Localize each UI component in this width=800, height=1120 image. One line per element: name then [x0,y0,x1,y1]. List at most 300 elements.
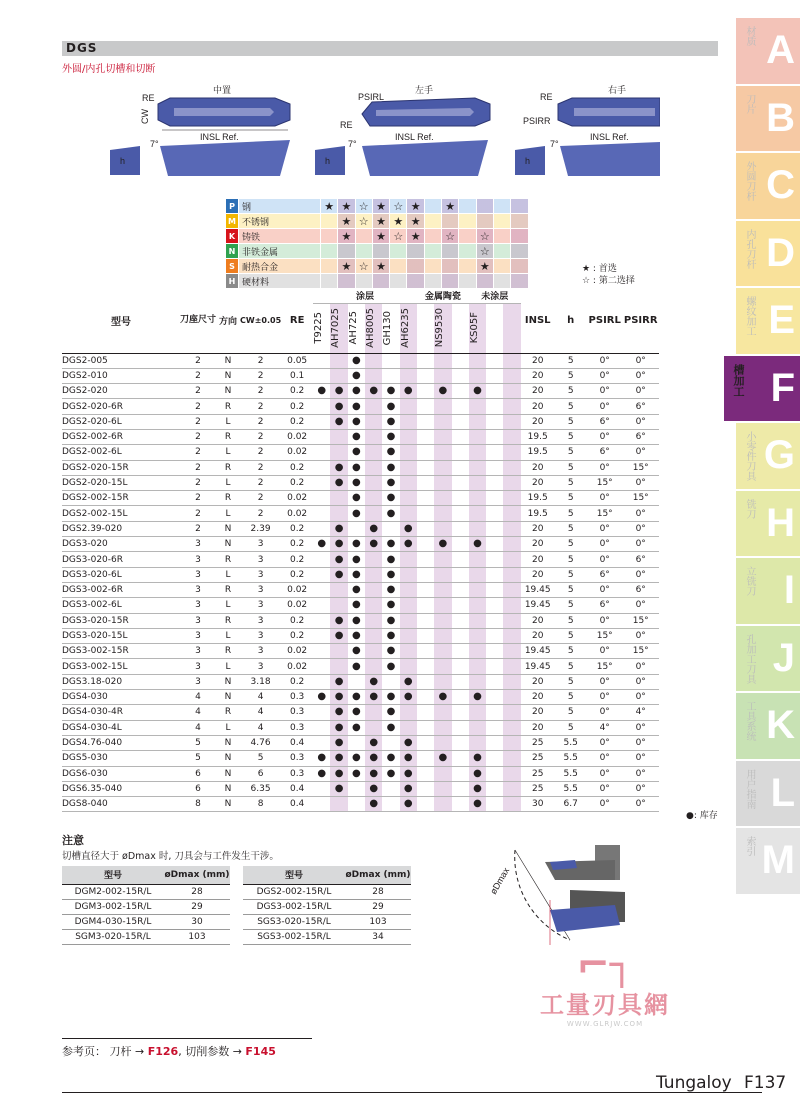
cell-stock [400,429,417,444]
cell-stock [382,720,399,735]
cell-stock [313,797,330,812]
header-insl: INSL [521,289,555,353]
material-grade-mark [338,274,355,289]
reference-prefix: 参考页： [62,1045,106,1058]
cell-stock [486,628,503,643]
dmax-model: SGS3-002-15R/L [243,929,345,944]
cell-h: 5 [555,506,587,521]
cell-h: 5 [555,705,587,720]
cell-stock [503,491,520,506]
cell-stock [469,552,486,567]
cell-re: 0.2 [281,552,313,567]
label-re-left: RE [340,120,353,130]
cell-stock [434,674,451,689]
material-grade-mark [390,274,407,289]
cell-cw: 2 [240,414,281,429]
table-row [62,598,659,613]
cell-model: DGS4-030-4R [62,705,180,720]
cell-psirl: 0° [587,399,623,414]
tab-j[interactable] [736,626,800,692]
cell-model: DGS2-020-15L [62,475,180,490]
cell-stock [365,751,382,766]
cell-psirl: 0° [587,491,623,506]
stock-dot-icon: ● [334,767,344,779]
cell-stock [503,628,520,643]
grade-header [469,303,486,353]
cell-re: 0.02 [281,429,313,444]
cell-stock [348,797,365,812]
material-grade-mark: ★ [407,199,424,214]
cell-stock [486,475,503,490]
table-row [62,567,659,582]
cell-psirl: 4° [587,720,623,735]
cell-stock [348,384,365,399]
header-re: RE [281,289,313,353]
cell-re: 0.05 [281,353,313,368]
cell-stock [313,521,330,536]
reference-holder-page-link[interactable]: F126 [147,1045,179,1058]
cell-re: 0.2 [281,537,313,552]
cell-stock [400,705,417,720]
cell-stock [417,690,434,705]
cell-psirr: 0° [623,659,659,674]
cell-cw: 3 [240,644,281,659]
cell-insl: 20 [521,353,555,368]
dmax-label: øDmax [488,865,512,896]
material-grade-mark [407,274,424,289]
material-grade-mark [511,259,528,274]
cell-model: DGS2-020-15R [62,460,180,475]
cell-size: 3 [180,644,216,659]
cell-stock [313,552,330,567]
dmax-value: 30 [164,914,230,929]
cell-stock [313,720,330,735]
cell-cw: 2 [240,399,281,414]
cell-stock [400,720,417,735]
cell-stock [469,567,486,582]
label-psirl: PSIRL [358,92,385,102]
cell-stock [469,797,486,812]
cell-cw: 2 [240,506,281,521]
tab-c[interactable] [736,153,800,219]
cell-model: DGS2-020-6R [62,399,180,414]
stock-dot-icon: ● [386,706,396,718]
cell-model: DGS3-002-15R [62,644,180,659]
tab-b[interactable] [736,86,800,152]
cell-re: 0.3 [281,766,313,781]
cell-cw: 5 [240,751,281,766]
cell-cw: 2 [240,368,281,383]
stock-dot-icon: ● [386,507,396,519]
cell-stock [400,613,417,628]
cell-stock [486,567,503,582]
cell-insl: 20 [521,475,555,490]
tab-k[interactable] [736,693,800,759]
cell-model: DGS3-002-6R [62,582,180,597]
material-grade-mark [442,259,459,274]
cell-stock [313,613,330,628]
tab-e[interactable] [736,288,800,354]
cell-stock [452,567,469,582]
tab-g[interactable] [736,423,800,489]
cell-stock [365,582,382,597]
tab-text: 刀片 [744,93,755,114]
tab-text: 槽加工 [732,363,745,397]
tab-letter: G [763,433,795,477]
material-grade-mark [407,244,424,259]
cell-stock [434,368,451,383]
brand-name: Tungaloy [656,1073,732,1093]
cell-h: 5 [555,353,587,368]
table-row [62,353,659,368]
cell-re: 0.02 [281,598,313,613]
stock-dot-icon: ● [403,675,413,687]
material-grade-mark [355,244,372,259]
tab-i[interactable] [736,558,800,624]
cell-model: DGS6.35-040 [62,781,180,796]
cell-stock [452,429,469,444]
cell-stock [486,659,503,674]
stock-dot-icon: ● [334,737,344,749]
cell-psirr: 0° [623,781,659,796]
cell-stock [503,567,520,582]
cell-stock [365,491,382,506]
cell-stock [503,781,520,796]
cell-h: 5 [555,582,587,597]
cell-insl: 19.5 [521,429,555,444]
cell-stock [503,399,520,414]
cell-stock [452,537,469,552]
material-grade-mark [493,214,510,229]
cell-stock [365,506,382,521]
label-re-right: RE [540,92,553,102]
material-grade-mark [372,244,389,259]
grade-name: T9225 [313,312,325,344]
cell-stock [417,720,434,735]
cell-h: 5 [555,537,587,552]
cell-re: 0.02 [281,445,313,460]
cell-stock [417,644,434,659]
cell-cw: 4 [240,720,281,735]
tab-letter: H [766,500,795,545]
cell-cw: 3 [240,613,281,628]
cell-stock [400,552,417,567]
tab-m[interactable] [736,828,800,894]
cell-stock [330,368,347,383]
stock-dot-icon: ● [369,675,379,687]
cell-stock [469,766,486,781]
reference-params: 切削参数 → [185,1045,242,1058]
tab-d[interactable] [736,221,800,287]
tab-h[interactable] [736,491,800,557]
cell-stock [313,445,330,460]
header-size-text: 刀座尺寸 [180,315,217,326]
cell-stock [417,781,434,796]
cell-cw: 3 [240,537,281,552]
page-subtitle: 外圆/内孔切槽和切断 [62,64,156,75]
cell-stock [382,399,399,414]
product-table [62,289,659,812]
material-grade-mark [424,274,441,289]
stock-dot-icon: ● [352,446,361,458]
cell-stock [503,613,520,628]
cell-stock [330,353,347,368]
stock-dot-icon: ● [352,354,361,366]
stock-dot-icon: ● [386,721,396,733]
cell-stock [400,781,417,796]
cell-stock [365,537,382,552]
cell-stock [503,644,520,659]
material-grade-mark: ★ [407,229,424,244]
cell-stock [434,720,451,735]
cell-stock [348,720,365,735]
dmax-left-dmax-header: øDmax (mm) [164,866,230,884]
cell-insl: 20 [521,613,555,628]
cell-stock [330,475,347,490]
stock-dot-icon: ● [334,553,344,565]
cell-stock [365,690,382,705]
cell-psirl: 0° [587,521,623,536]
material-grade-mark [511,214,528,229]
stock-dot-icon: ● [386,767,396,779]
cell-stock [417,429,434,444]
table-row [62,445,659,460]
stock-dot-icon: ● [438,691,448,703]
cell-h: 5 [555,445,587,460]
material-grade-mark [493,199,510,214]
material-grade-mark: ★ [476,259,493,274]
cell-stock [400,414,417,429]
note-text: 切槽直径大于 øDmax 时, 刀具会与工件发生干涉。 [62,851,279,862]
stock-dot-icon: ● [334,400,344,412]
stock-dot-icon: ● [352,568,361,580]
cell-h: 6.7 [555,797,587,812]
cell-stock [382,735,399,750]
cell-size: 3 [180,567,216,582]
grade-header [434,303,451,353]
stock-dot-icon: ● [386,538,396,550]
cell-insl: 30 [521,797,555,812]
material-grade-mark: ☆ [355,199,372,214]
cell-stock [400,567,417,582]
cell-stock [365,429,382,444]
cell-size: 5 [180,751,216,766]
reference-params-page-link[interactable]: F145 [245,1045,276,1058]
material-code: P [226,199,239,214]
cell-psirl: 0° [587,766,623,781]
cell-stock [348,735,365,750]
cell-size: 6 [180,781,216,796]
cell-re: 0.3 [281,751,313,766]
watermark-url: WWW.GLRJW.COM [566,1020,644,1028]
cell-re: 0.2 [281,628,313,643]
cell-stock [348,399,365,414]
cell-h: 5 [555,613,587,628]
cell-stock [330,674,347,689]
cell-cw: 2 [240,353,281,368]
cell-stock [469,720,486,735]
cell-stock [313,491,330,506]
cell-stock [382,766,399,781]
cell-stock [486,797,503,812]
cell-stock [348,506,365,521]
cell-re: 0.2 [281,460,313,475]
stock-dot-icon: ● [403,522,413,534]
stock-dot-icon: ● [352,461,361,473]
cell-stock [348,368,365,383]
cell-stock [365,445,382,460]
cell-psirr: 6° [623,552,659,567]
grade-name: AH7025 [330,308,342,348]
table-row [62,628,659,643]
label-insl-right: INSL Ref. [590,132,629,142]
material-code: H [226,274,239,289]
cell-psirr: 0° [623,475,659,490]
cell-stock [400,751,417,766]
stock-dot-icon: ● [386,461,396,473]
cell-psirl: 0° [587,537,623,552]
stock-dot-icon: ● [317,538,327,550]
table-row [62,475,659,490]
stock-dot-icon: ● [352,721,361,733]
material-name: 硬材料 [239,274,321,289]
cell-psirr: 0° [623,414,659,429]
cell-size: 2 [180,353,216,368]
stock-dot-icon: ● [369,737,379,749]
cell-psirl: 0° [587,582,623,597]
table-row [62,368,659,383]
cell-stock [486,491,503,506]
cell-psirr: 0° [623,720,659,735]
material-grade-mark [459,229,476,244]
cell-stock [417,368,434,383]
cell-stock [330,613,347,628]
cell-stock [486,582,503,597]
cell-size: 2 [180,399,216,414]
cell-stock [486,644,503,659]
material-grade-mark: ★ [321,199,338,214]
table-row [62,613,659,628]
cell-stock [400,399,417,414]
stock-dot-icon: ● [369,691,379,703]
cell-stock [382,537,399,552]
tab-letter: J [772,635,795,680]
cell-stock [452,399,469,414]
cell-stock [400,674,417,689]
cell-re: 0.3 [281,690,313,705]
cell-stock [503,521,520,536]
dmax-row [243,929,411,944]
tab-l[interactable] [736,761,800,827]
cell-size: 3 [180,582,216,597]
cell-stock [434,567,451,582]
stock-dot-icon: ● [317,752,327,764]
cell-stock [313,460,330,475]
cell-stock [503,368,520,383]
cell-stock [503,353,520,368]
material-grade-mark [493,259,510,274]
material-row [226,244,529,259]
cell-stock [330,781,347,796]
cell-stock [434,659,451,674]
table-row [62,460,659,475]
cell-h: 5 [555,491,587,506]
cell-stock [503,460,520,475]
cell-stock [330,429,347,444]
material-grade-mark [424,244,441,259]
dmax-value: 34 [345,929,411,944]
stock-dot-icon: ● [369,522,379,534]
cell-cw: 2 [240,460,281,475]
cell-stock [503,506,520,521]
grade-header [348,303,365,353]
dmax-value: 28 [345,884,411,899]
tab-text: 铣刀 [744,498,755,519]
stock-dot-icon: ● [403,691,413,703]
cell-psirr: 15° [623,460,659,475]
cell-stock [452,414,469,429]
tab-text: 索引 [744,836,755,856]
cell-stock [469,644,486,659]
cell-dir: R [216,429,240,444]
cell-stock [400,628,417,643]
cell-stock [469,491,486,506]
tab-f[interactable] [724,356,800,422]
cell-stock [434,735,451,750]
cell-stock [452,628,469,643]
header-uncoated: 未涂层 [469,289,521,303]
cell-stock [503,537,520,552]
tab-a[interactable] [736,18,800,84]
label-angle: 7° [150,139,159,149]
cell-psirl: 15° [587,506,623,521]
cell-stock [452,506,469,521]
cell-stock [348,705,365,720]
header-model: 型号 [62,289,180,353]
table-row [62,674,659,689]
cell-stock [348,460,365,475]
cell-stock [330,797,347,812]
cell-re: 0.02 [281,582,313,597]
material-code: K [226,229,239,244]
cell-psirr: 4° [623,705,659,720]
cell-psirr: 0° [623,797,659,812]
cell-stock [348,674,365,689]
cell-h: 5 [555,720,587,735]
stock-dot-icon: ● [352,584,361,596]
cell-stock [365,613,382,628]
cell-size: 3 [180,537,216,552]
cell-stock [417,460,434,475]
cell-stock [434,445,451,460]
dmax-value: 103 [164,929,230,944]
material-grade-mark [476,214,493,229]
stock-dot-icon: ● [386,660,396,672]
cell-cw: 6.35 [240,781,281,796]
cell-psirl: 0° [587,735,623,750]
legend [582,263,635,287]
stock-dot-icon: ● [352,614,361,626]
page-title: DGS [66,41,98,55]
cell-h: 5 [555,659,587,674]
cell-size: 2 [180,491,216,506]
label-psirr: PSIRR [523,116,551,126]
reference-holder: 刀杆 → [109,1045,145,1058]
material-row [226,199,529,214]
table-row [62,644,659,659]
cell-stock [434,506,451,521]
cell-insl: 20 [521,628,555,643]
